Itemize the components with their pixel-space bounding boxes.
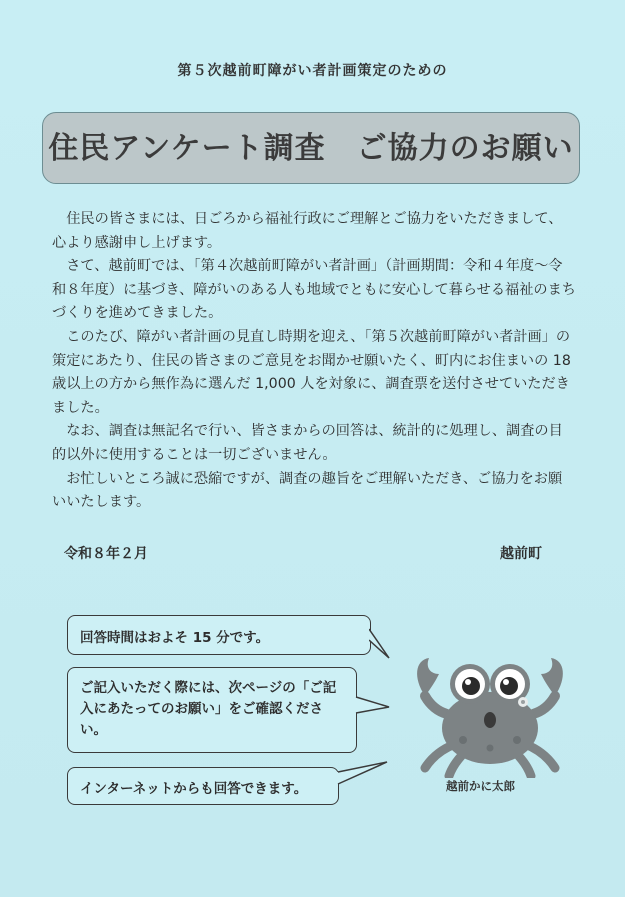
organization-name: 越前町 [500,546,542,562]
issue-date: 令和８年２月 [64,546,148,562]
crab-mascot-icon [395,648,585,778]
note-instructions-bubble [67,667,357,753]
note-instructions-text: ご記入いただく際には、次ページの「ご記入にあたってのお願い」をご確認ください。 [80,680,337,738]
paragraph-background: さて、越前町では、「第４次越前町障がい者計画」（計画期間：令和４年度～令和８年度）に基づき、障がいのある人も地域でともに安心して暮らせる福祉のまちづくりを進めてきました。 [52,258,576,322]
paragraph-privacy: なお、調査は無記名で行い、皆さまからの回答は、統計的に処理し、調査の目的以外に使用することは一切ございません。 [52,423,563,463]
title-box [42,112,580,184]
mascot-name: 越前かに太郎 [446,779,515,793]
bubble-tail-icon [369,628,391,660]
paragraph-thanks: 住民の皆さまには、日ごろから福祉行政にご理解とご協力をいただきまして、心より感謝申し上げます。 [52,211,563,251]
bubble-tail-icon [337,760,389,790]
note-internet-text: インターネットからも回答できます。 [80,781,308,797]
bubble-tail-icon [355,695,391,717]
note-internet-bubble [67,767,339,805]
paragraph-purpose: このたび、障がい者計画の見直し時期を迎え、「第５次越前町障がい者計画」の策定にあたり、住民の皆さまのご意見をお聞かせ願いたく、町内にお住まいの 18 歳以上の方から無作為に選んだ 1,000 人を対象に、調査票を送付させていただきました。 [52,328,571,416]
note-time-text: 回答時間はおよそ 15 分です。 [80,630,270,646]
page-title: 住民アンケート調査 ご協力のお願い [48,131,574,166]
paragraph-request: お忙しいところ誠に恐縮ですが、調査の趣旨をご理解いただき、ご協力をお願いいたします。 [52,470,563,511]
note-time-bubble [67,615,371,655]
page-subtitle: 第５次越前町障がい者計画策定のための [177,63,448,79]
body-text [52,208,576,515]
